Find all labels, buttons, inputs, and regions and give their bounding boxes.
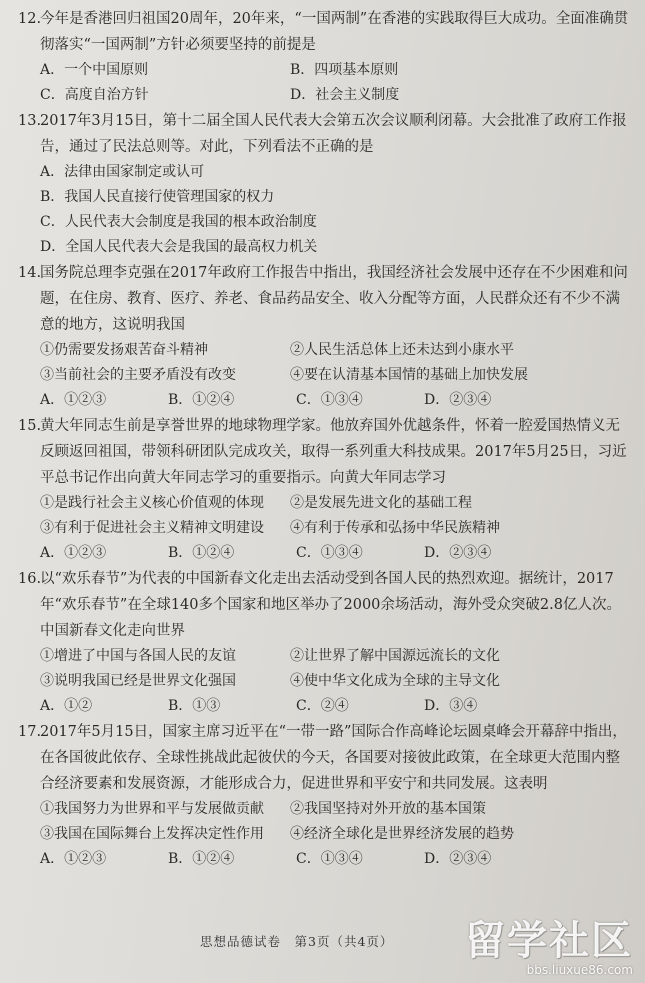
question-stem: 国务院总理李克强在2017年政府工作报告中指出，我国经济社会发展中还存在不少困难和问题，在住房、教育、医疗、养老、食品药品安全、收入分配等方面，人民群众还有不少不满意的地方，这说明我国 bbox=[40, 265, 628, 333]
option-b[interactable]: B．①②④ bbox=[168, 392, 235, 408]
question-number: 13. bbox=[18, 113, 42, 129]
option-b[interactable]: B．四项基本原则 bbox=[290, 62, 399, 78]
statement-1: ①我国努力为世界和平与发展做贡献 bbox=[40, 801, 264, 817]
option-d[interactable]: D．③④ bbox=[424, 698, 478, 714]
watermark bbox=[465, 919, 633, 977]
statement-4: ④要在认清基本国情的基础上加快发展 bbox=[290, 367, 528, 383]
answer-options bbox=[18, 541, 630, 566]
option-c[interactable]: C．①③④ bbox=[296, 851, 363, 867]
answer-options bbox=[18, 388, 630, 413]
statement-items bbox=[18, 338, 630, 388]
option-a[interactable]: A．①②③ bbox=[40, 392, 107, 408]
option-c[interactable]: C．高度自治方针 bbox=[40, 87, 149, 103]
statement-items bbox=[18, 797, 630, 847]
question-stem: 黄大年同志生前是享誉世界的地球物理学家。他放弃国外优越条件，怀着一腔爱国热情义无反顾返回祖国，带领科研团队完成攻关，取得一系列重大科技成果。2017年5月25日，习近平总书记作出向黄大年同志学习的重要指示。向黄大年同志学习 bbox=[40, 418, 627, 486]
option-d[interactable]: D．社会主义制度 bbox=[290, 87, 400, 103]
answer-options bbox=[18, 847, 630, 872]
question-15 bbox=[18, 413, 630, 566]
answer-options bbox=[18, 58, 630, 108]
option-d[interactable]: D．②③④ bbox=[424, 851, 492, 867]
exam-page bbox=[18, 6, 630, 872]
watermark-logo: 留学社区 bbox=[465, 918, 633, 964]
statement-1: ①增进了中国与各国人民的友谊 bbox=[40, 648, 236, 664]
statement-items bbox=[18, 491, 630, 541]
option-c[interactable]: C．①③④ bbox=[296, 545, 363, 561]
page-footer: 思想品德试卷 第3页（共4页） bbox=[200, 934, 394, 949]
statement-1: ①是践行社会主义核心价值观的体现 bbox=[40, 495, 264, 511]
statement-2: ②人民生活总体上还未达到小康水平 bbox=[290, 342, 514, 358]
question-16 bbox=[18, 566, 630, 719]
statement-4: ④使中华文化成为全球的主导文化 bbox=[290, 673, 500, 689]
statement-1: ①仍需要发扬艰苦奋斗精神 bbox=[40, 342, 208, 358]
option-c[interactable]: C．人民代表大会制度是我国的根本政治制度 bbox=[40, 214, 317, 230]
statement-4: ④有利于传承和弘扬中华民族精神 bbox=[290, 520, 500, 536]
statement-3: ③当前社会的主要矛盾没有改变 bbox=[40, 367, 236, 383]
statement-3: ③说明我国已经是世界文化强国 bbox=[40, 673, 236, 689]
question-number: 12. bbox=[18, 11, 42, 27]
question-number: 17. bbox=[18, 724, 42, 740]
option-b[interactable]: B．①②④ bbox=[168, 851, 235, 867]
question-13 bbox=[18, 108, 630, 260]
statement-2: ②我国坚持对外开放的基本国策 bbox=[290, 801, 486, 817]
statement-4: ④经济全球化是世界经济发展的趋势 bbox=[290, 826, 514, 842]
option-a[interactable]: A．①② bbox=[40, 698, 93, 714]
question-number: 16. bbox=[18, 571, 42, 587]
question-number: 14. bbox=[18, 265, 42, 281]
statement-3: ③我国在国际舞台上发挥决定性作用 bbox=[40, 826, 264, 842]
question-stem: 2017年5月15日，国家主席习近平在“一带一路”国际合作高峰论坛圆桌峰会开幕辞中指出，在各国彼此依存、全球性挑战此起彼伏的今天，各国要对接彼此政策，在全球更大范围内整合经济要素和发展资源，才能形成合力，促进世界和平安宁和共同发展。这表明 bbox=[40, 724, 627, 792]
option-a[interactable]: A．法律由国家制定或认可 bbox=[40, 164, 205, 180]
statement-2: ②让世界了解中国源远流长的文化 bbox=[290, 648, 500, 664]
question-17 bbox=[18, 719, 630, 872]
question-12 bbox=[18, 6, 630, 108]
question-stem: 今年是香港回归祖国20周年，20年来，“一国两制”在香港的实践取得巨大成功。全面准确贯彻落实“一国两制”方针必须要坚持的前提是 bbox=[40, 11, 629, 53]
question-number: 15. bbox=[18, 418, 42, 434]
statement-2: ②是发展先进文化的基础工程 bbox=[290, 495, 472, 511]
option-d[interactable]: D．②③④ bbox=[424, 545, 492, 561]
option-b[interactable]: B．①②④ bbox=[168, 545, 235, 561]
question-14 bbox=[18, 260, 630, 413]
watermark-url: bbs.liuxue86.com bbox=[526, 963, 633, 977]
option-d[interactable]: D．全国人民代表大会是我国的最高权力机关 bbox=[40, 239, 318, 255]
statement-items bbox=[18, 644, 630, 694]
question-stem: 2017年3月15日，第十二届全国人民代表大会第五次会议顺利闭幕。大会批准了政府工作报告，通过了民法总则等。对此，下列看法不正确的是 bbox=[40, 113, 627, 155]
answer-options bbox=[18, 160, 630, 260]
option-b[interactable]: B．①③ bbox=[168, 698, 221, 714]
question-stem: 以“欢乐春节”为代表的中国新春文化走出去活动受到各国人民的热烈欢迎。据统计，2017年“欢乐春节”在全球140多个国家和地区举办了2000余场活动，海外受众突破2.8亿人次。中国新春文化走向世界 bbox=[40, 571, 621, 639]
statement-3: ③有利于促进社会主义精神文明建设 bbox=[40, 520, 264, 536]
option-c[interactable]: C．①③④ bbox=[296, 392, 363, 408]
option-a[interactable]: A．①②③ bbox=[40, 851, 107, 867]
answer-options bbox=[18, 694, 630, 719]
option-d[interactable]: D．②③④ bbox=[424, 392, 492, 408]
option-a[interactable]: A．一个中国原则 bbox=[40, 62, 149, 78]
option-a[interactable]: A．①②③ bbox=[40, 545, 107, 561]
option-b[interactable]: B．我国人民直接行使管理国家的权力 bbox=[40, 189, 275, 205]
option-c[interactable]: C．②④ bbox=[296, 698, 349, 714]
